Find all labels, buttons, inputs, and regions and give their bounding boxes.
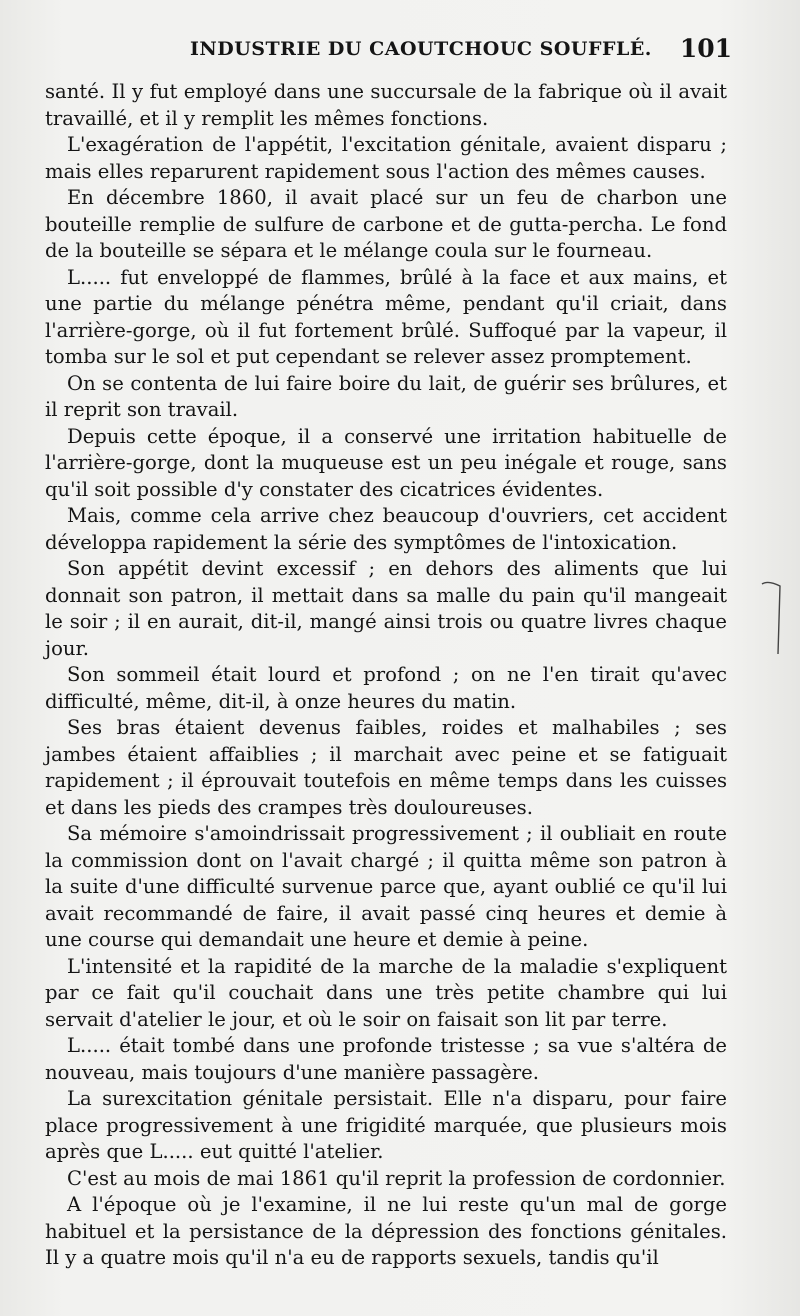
paragraph: Son appétit devint excessif ; en dehors des aliments que lui donnait son patron, il mettait dans sa malle du pain qu'il mangeait le soir ; il en aurait, dit-il, mangé ainsi trois ou quatre livres chaque jour. — [45, 557, 727, 660]
paragraph: On se contenta de lui faire boire du lait, de guérir ses brûlures, et il reprit son travail. — [45, 371, 727, 421]
paragraph: Sa mémoire s'amoindrissait progressivement ; il oubliait en route la commission dont on l'avait chargé ; il quitta même son patron à la suite d'une difficulté survenue parce que, ayant oublié ce qu'il lui avait recommandé de faire, il avait passé cinq heures et demie à une course qui demandait une heure et demie à peine. — [45, 822, 727, 951]
paragraph: La surexcitation génitale persistait. Elle n'a disparu, pour faire place progressivement à une frigidité marquée, que plusieurs mois après que L..... eut quitté l'atelier. — [45, 1087, 727, 1163]
running-title: INDUSTRIE DU CAOUTCHOUC SOUFFLÉ. — [190, 38, 652, 60]
paragraph: Ses bras étaient devenus faibles, roides et malhabiles ; ses jambes étaient affaiblies ; il marchait avec peine et se fatiguait rapidement ; il éprouvait toutefois en même temps dans les cuisses et dans les pieds des crampes très douloureuses. — [45, 716, 727, 819]
paragraph: Mais, comme cela arrive chez beaucoup d'ouvriers, cet accident développa rapidement la série des symptômes de l'intoxication. — [45, 504, 727, 554]
paragraph: A l'époque où je l'examine, il ne lui reste qu'un mal de gorge habituel et la persistance de la dépression des fonctions génitales. Il y a quatre mois qu'il n'a eu de rapports sexuels, tandis qu'il — [45, 1193, 727, 1269]
page-number: 101 — [679, 34, 732, 63]
paragraph: Depuis cette époque, il a conservé une irritation habituelle de l'arrière-gorge, dont la muqueuse est un peu inégale et rouge, sans qu'il soit possible d'y constater des cicatrices évidentes. — [45, 424, 727, 501]
paragraph: En décembre 1860, il avait placé sur un feu de charbon une bouteille remplie de sulfure de carbone et de gutta-percha. Le fond de la bouteille se sépara et le mélange coula sur le fourneau. — [45, 186, 727, 262]
body-text — [45, 79, 727, 1272]
paragraph: L'exagération de l'appétit, l'excitation génitale, avaient disparu ; mais elles reparurent rapidement sous l'action des mêmes causes. — [45, 133, 727, 183]
margin-bracket-mark — [760, 578, 782, 656]
paragraph: santé. Il y fut employé dans une succursale de la fabrique où il avait travaillé, et il y remplit les mêmes fonctions. — [45, 80, 727, 130]
paragraph: L..... fut enveloppé de flammes, brûlé à la face et aux mains, et une partie du mélange pénétra même, pendant qu'il criait, dans l'arrière-gorge, où il fut fortement brûlé. Suffoqué par la vapeur, il tomba sur le sol et put cependant se relever assez promptement. — [45, 265, 727, 368]
paragraph: C'est au mois de mai 1861 qu'il reprit la profession de cordonnier. — [67, 1166, 726, 1190]
paragraph: L'intensité et la rapidité de la marche de la maladie s'expliquent par ce fait qu'il couchait dans une très petite chambre qui lui servait d'atelier le jour, et où le soir on faisait son lit par terre. — [45, 954, 727, 1031]
paragraph: Son sommeil était lourd et profond ; on ne l'en tirait qu'avec difficulté, même, dit-il, à onze heures du matin. — [45, 663, 727, 713]
paragraph: L..... était tombé dans une profonde tristesse ; sa vue s'altéra de nouveau, mais toujours d'une manière passagère. — [45, 1034, 727, 1084]
page-header — [0, 34, 800, 68]
